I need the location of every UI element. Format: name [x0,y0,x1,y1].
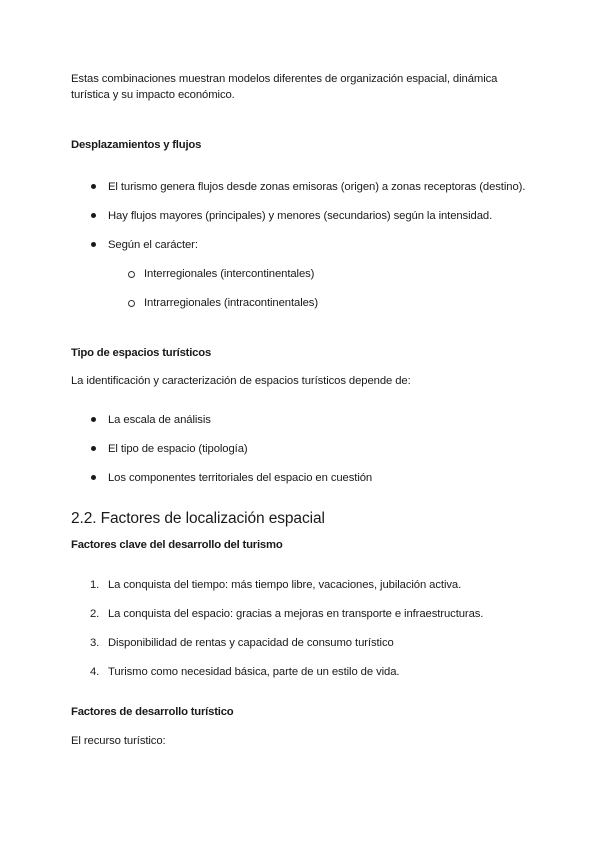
espacios-intro: La identificación y caracterización de espacios turísticos depende de: [71,375,411,387]
list-item: El turismo genera flujos desde zonas emisoras (origen) a zonas receptoras (destino). [108,181,526,193]
heading-desplazamientos: Desplazamientos y flujos [71,139,202,151]
heading-factores-desarrollo: Factores de desarrollo turístico [71,706,234,718]
list-item: Los componentes territoriales del espacio en cuestión [108,472,373,484]
bullet-dot-icon [91,242,96,247]
bullet-dot-icon [91,213,96,218]
section-heading-factores-localizacion: 2.2. Factores de localización espacial [71,510,325,527]
list-number: 2. [90,608,100,620]
bullet-dot-icon [91,417,96,422]
sub-list-item: Interregionales (intercontinentales) [144,268,315,280]
intro-line-2: turística y su impacto económico. [71,89,235,101]
list-item: La conquista del espacio: gracias a mejoras en transporte e infraestructuras. [108,608,484,620]
list-item: El tipo de espacio (tipología) [108,443,248,455]
bullet-circle-icon [128,300,135,307]
list-number: 1. [90,579,100,591]
list-item: La conquista del tiempo: más tiempo libre, vacaciones, jubilación activa. [108,579,462,591]
intro-line-1: Estas combinaciones muestran modelos diferentes de organización espacial, dinámica [71,73,498,85]
list-item: Según el carácter: [108,239,198,251]
list-item: Hay flujos mayores (principales) y menores (secundarios) según la intensidad. [108,210,493,222]
heading-tipo-espacios: Tipo de espacios turísticos [71,347,212,359]
bullet-circle-icon [128,271,135,278]
list-item: La escala de análisis [108,414,211,426]
list-number: 4. [90,666,100,678]
list-item: Disponibilidad de rentas y capacidad de consumo turístico [108,637,394,649]
desarrollo-text: El recurso turístico: [71,735,166,747]
bullet-dot-icon [91,446,96,451]
heading-factores-clave: Factores clave del desarrollo del turismo [71,539,283,551]
sub-list-item: Intrarregionales (intracontinentales) [144,297,319,309]
bullet-dot-icon [91,184,96,189]
bullet-dot-icon [91,475,96,480]
list-item: Turismo como necesidad básica, parte de un estilo de vida. [108,666,400,678]
list-number: 3. [90,637,100,649]
